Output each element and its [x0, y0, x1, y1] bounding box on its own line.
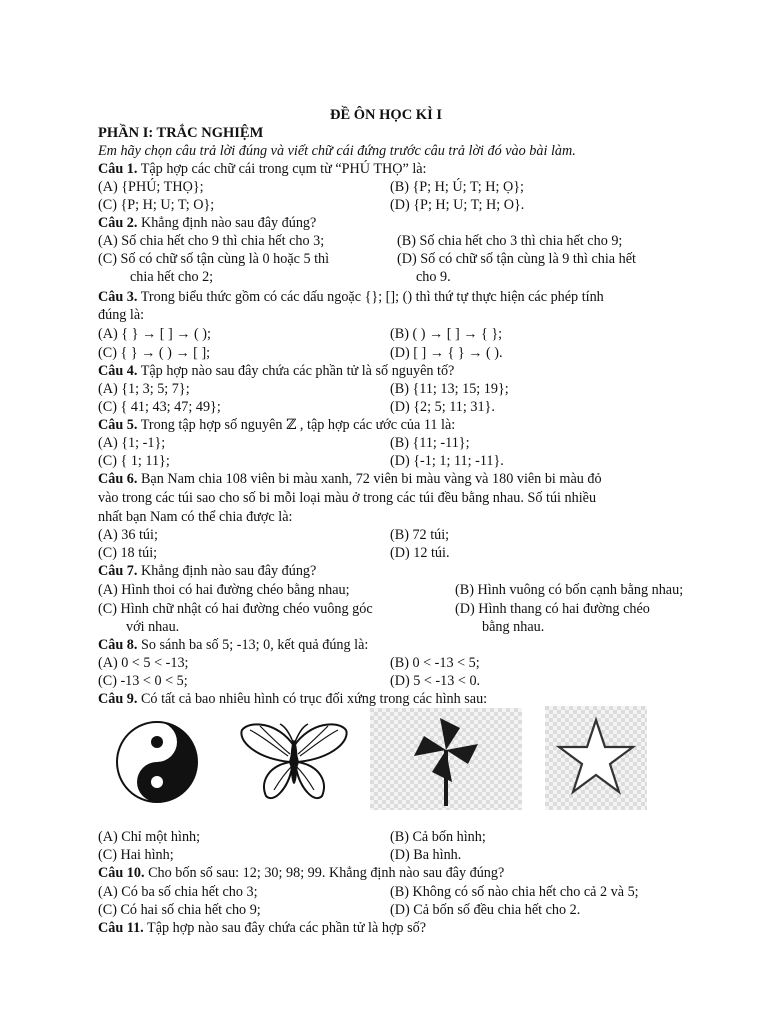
q7-option-d-cont: bằng nhau. — [482, 619, 545, 635]
pinwheel-icon — [370, 708, 522, 810]
q8-option-a: (A) 0 < 5 < -13; — [98, 655, 189, 671]
question-label: Câu 9. — [98, 691, 138, 707]
question-6 — [98, 470, 602, 488]
q8-option-d: (D) 5 < -13 < 0. — [390, 673, 481, 689]
q9-option-d: (D) Ba hình. — [390, 847, 462, 863]
star-icon — [545, 706, 647, 810]
question-8 — [98, 636, 368, 654]
question-text: Khẳng định nào sau đây đúng? — [137, 563, 317, 579]
question-text: Tập hợp nào sau đây chứa các phần tử là số nguyên tố? — [137, 363, 455, 379]
question-10 — [98, 864, 504, 882]
question-3 — [98, 288, 604, 306]
question-label: Câu 10. — [98, 865, 145, 881]
q1-option-c: (C) {P; H; U; T; O}; — [98, 197, 215, 213]
question-text: Tập hợp các chữ cái trong cụm từ “PHÚ THỌ” là: — [137, 161, 427, 177]
question-5 — [98, 416, 455, 434]
q1-option-a: (A) {PHÚ; THỌ}; — [98, 179, 204, 195]
q2-option-c: (C) Số có chữ số tận cùng là 0 hoặc 5 thì — [98, 251, 330, 267]
q5-option-c: (C) { 1; 11}; — [98, 453, 170, 469]
q3-option-b: (B) ( ) → [ ] → { }; — [390, 326, 503, 342]
q3-option-a: (A) { } → [ ] → ( ); — [98, 326, 211, 342]
question-label: Câu 7. — [98, 563, 138, 579]
question-label: Câu 2. — [98, 215, 138, 231]
q6-option-b: (B) 72 túi; — [390, 527, 450, 543]
question-label: Câu 8. — [98, 637, 138, 653]
q7-option-a: (A) Hình thoi có hai đường chéo bằng nhau; — [98, 582, 350, 598]
question-label: Câu 5. — [98, 417, 138, 433]
q7-option-c: (C) Hình chữ nhật có hai đường chéo vuông góc — [98, 601, 373, 617]
q10-option-a: (A) Có ba số chia hết cho 3; — [98, 884, 258, 900]
question-text: Bạn Nam chia 108 viên bi màu xanh, 72 viên bi màu vàng và 180 viên bi màu đỏ — [137, 471, 602, 487]
q6-option-c: (C) 18 túi; — [98, 545, 158, 561]
q2-option-d: (D) Số có chữ số tận cùng là 9 thì chia hết — [397, 251, 636, 267]
question-text: Trong biểu thức gồm có các dấu ngoặc {}; []; () thì thứ tự thực hiện các phép tính — [137, 289, 604, 305]
question-text: Tập hợp nào sau đây chứa các phần tử là hợp số? — [143, 920, 426, 936]
q6-option-a: (A) 36 túi; — [98, 527, 158, 543]
q2-option-a: (A) Số chia hết cho 9 thì chia hết cho 3; — [98, 233, 325, 249]
question-9 — [98, 690, 487, 708]
q6-option-d: (D) 12 túi. — [390, 545, 450, 561]
question-text: Cho bốn số sau: 12; 30; 98; 99. Khẳng định nào sau đây đúng? — [144, 865, 505, 881]
q10-option-b: (B) Không có số nào chia hết cho cả 2 và 5; — [390, 884, 639, 900]
question-6-cont2: nhất bạn Nam có thể chia được là: — [98, 509, 293, 525]
q3-option-c: (C) { } → ( ) → [ ]; — [98, 345, 211, 361]
question-11 — [98, 919, 426, 937]
q7-option-d: (D) Hình thang có hai đường chéo — [455, 601, 650, 617]
question-text: Trong tập hợp số nguyên ℤ , tập hợp các ước của 11 là: — [137, 417, 456, 433]
instruction: Em hãy chọn câu trả lời đúng và viết chữ cái đứng trước câu trả lời đó vào bài làm. — [98, 143, 576, 159]
question-4 — [98, 362, 454, 380]
q3-option-d: (D) [ ] → { } → ( ). — [390, 345, 503, 361]
question-label: Câu 6. — [98, 471, 138, 487]
question-1 — [98, 160, 427, 178]
q7-option-c-cont: với nhau. — [126, 619, 180, 635]
q2-option-d-cont: cho 9. — [416, 269, 451, 285]
page-title: ĐỀ ÔN HỌC KÌ I — [330, 107, 442, 123]
question-3-cont: đúng là: — [98, 307, 145, 323]
question-6-cont: vào trong các túi sao cho số bi mỗi loại màu ở trong các túi đều bằng nhau. Số túi nhiều — [98, 490, 597, 506]
q8-option-c: (C) -13 < 0 < 5; — [98, 673, 188, 689]
question-label: Câu 11. — [98, 920, 144, 936]
q1-option-b: (B) {P; H; Ú; T; H; Ọ}; — [390, 179, 524, 195]
q5-option-d: (D) {-1; 1; 11; -11}. — [390, 453, 504, 469]
q7-option-b: (B) Hình vuông có bốn cạnh bằng nhau; — [455, 582, 684, 598]
q4-option-c: (C) { 41; 43; 47; 49}; — [98, 399, 221, 415]
question-label: Câu 4. — [98, 363, 138, 379]
q9-option-a: (A) Chỉ một hình; — [98, 829, 201, 845]
question-text: Có tất cả bao nhiêu hình có trục đối xứng trong các hình sau: — [137, 691, 488, 707]
q2-option-c-cont: chia hết cho 2; — [130, 269, 214, 285]
butterfly-icon — [238, 716, 350, 806]
question-text: So sánh ba số 5; -13; 0, kết quả đúng là: — [137, 637, 369, 653]
q5-option-a: (A) {1; -1}; — [98, 435, 166, 451]
question-label: Câu 3. — [98, 289, 138, 305]
question-7 — [98, 562, 316, 580]
q1-option-d: (D) {P; H; U; T; H; O}. — [390, 197, 525, 213]
q8-option-b: (B) 0 < -13 < 5; — [390, 655, 480, 671]
q2-option-b: (B) Số chia hết cho 3 thì chia hết cho 9; — [397, 233, 623, 249]
yin-yang-icon — [112, 714, 202, 810]
q10-option-d: (D) Cả bốn số đều chia hết cho 2. — [390, 902, 581, 918]
q4-option-b: (B) {11; 13; 15; 19}; — [390, 381, 509, 397]
part-heading: PHẦN I: TRẮC NGHIỆM — [98, 125, 264, 141]
q9-option-b: (B) Cả bốn hình; — [390, 829, 486, 845]
q10-option-c: (C) Có hai số chia hết cho 9; — [98, 902, 261, 918]
q9-option-c: (C) Hai hình; — [98, 847, 174, 863]
q5-option-b: (B) {11; -11}; — [390, 435, 470, 451]
question-2 — [98, 214, 316, 232]
question-label: Câu 1. — [98, 161, 138, 177]
question-text: Khẳng định nào sau đây đúng? — [137, 215, 317, 231]
q4-option-d: (D) {2; 5; 11; 31}. — [390, 399, 495, 415]
q4-option-a: (A) {1; 3; 5; 7}; — [98, 381, 190, 397]
